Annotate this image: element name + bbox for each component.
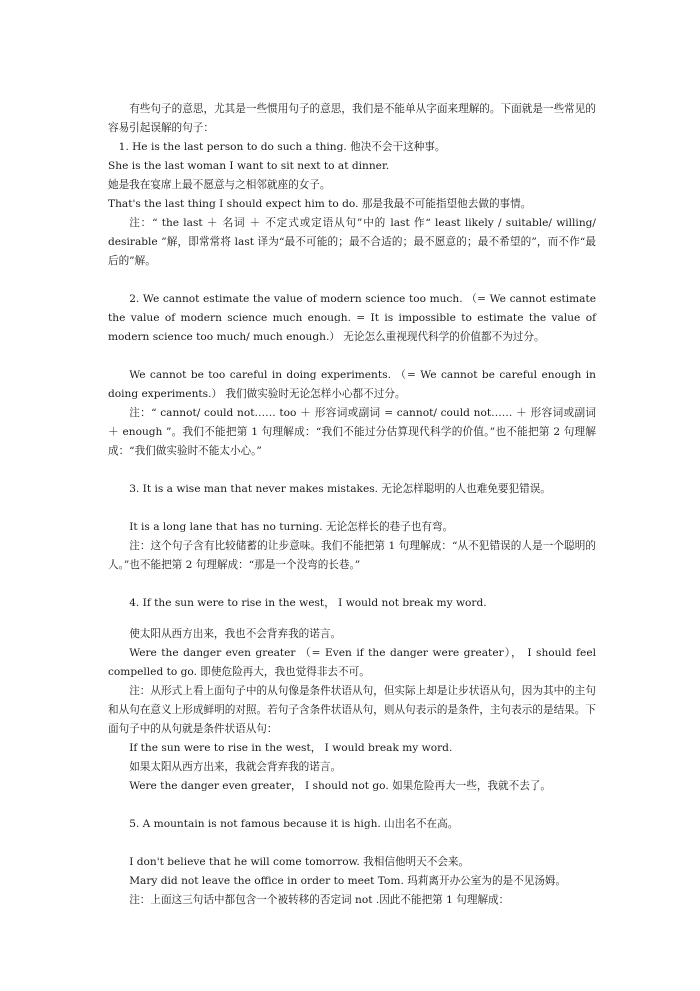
example-5c: Mary did not leave the office in order to meet Tom. 玛莉离开办公室为的是不见汤姆。 xyxy=(129,875,567,887)
note-5: 注：上面这三句话中都包含一个被转移的否定词 not .因此不能把第 1 句理解成： xyxy=(129,894,510,906)
example-2: 2. We cannot estimate the value of modern science too much. （= We cannot estimate the value of modern science much enough. = It is impossible to estimate the value of modern science too much/ much enough.） 无论怎么重视现代科学的价值都不为过分。 xyxy=(108,293,596,343)
example-3: 3. It is a wise man that never makes mistakes. 无论怎样聪明的人也难免要犯错误。 xyxy=(129,483,551,495)
note-4: 注：从形式上看上面句子中的从句像是条件状语从句，但实际上却是让步状语从句，因为其中的主句和从句在意义上形成鲜明的对照。若句子含条件状语从句，则从句表示的是条件，主句表示的是结果。下面句子中的从句就是条件状语从句： xyxy=(108,685,596,735)
note-1: 注：“ the last ＋ 名词 ＋ 不定式或定语从句”中的 last 作“ least likely / suitable/ willing/ desirable ”解，即常常将 last 译为“最不可能的；最不合适的；最不愿意的；最不希望的”，而不作“最后的”解。 xyxy=(108,217,596,267)
intro-paragraph: 有些句子的意思，尤其是一些惯用句子的意思，我们是不能单从字面来理解的。下面就是一些常见的容易引起误解的句子： xyxy=(108,103,596,134)
example-4c: Were the danger even greater （= Even if the danger were greater）， I should feel compelled to go. 即使危险再大，我也觉得非去不可。 xyxy=(108,647,596,678)
example-1c: 她是我在宴席上最不愿意与之相邻就座的女子。 xyxy=(108,179,331,191)
example-1: 1. He is the last person to do such a thing. 他决不会干这种事。 xyxy=(118,141,446,153)
note-3: 注：这个句子含有比较储蓄的让步意味。我们不能把第 1 句理解成：“从不犯错误的人是一个聪明的人。”也不能把第 2 句理解成：“那是一个没弯的长巷。” xyxy=(108,540,596,571)
example-1d: That's the last thing I should expect him to do. 那是我最不可能指望他去做的事情。 xyxy=(108,198,532,210)
example-2b: We cannot be too careful in doing experiments. （= We cannot be careful enough in doing experiments.） 我们做实验时无论怎样小心都不过分。 xyxy=(108,369,596,400)
example-4: 4. If the sun were to rise in the west， I would not break my word. xyxy=(129,597,487,609)
note-2: 注：“ cannot/ could not…… too ＋ 形容词或副词 = cannot/ could not…… ＋ 形容词或副词 ＋ enough ”。我们不能把第 1 句理解成：“我们不能过分估算现代科学的价值。”也不能把第 2 句理解成：“我们做实验时不能太小心。” xyxy=(108,407,596,457)
example-4d: If the sun were to rise in the west， I would break my word. xyxy=(129,742,453,754)
document-body xyxy=(108,100,596,910)
example-4b: 使太阳从西方出来，我也不会背弃我的诺言。 xyxy=(129,628,342,640)
example-5: 5. A mountain is not famous because it is high. 山出名不在高。 xyxy=(129,818,459,830)
example-3b: It is a long lane that has no turning. 无论怎样长的巷子也有弯。 xyxy=(129,521,454,533)
example-4f: Were the danger even greater， I should not go. 如果危险再大一些，我就不去了。 xyxy=(129,780,551,792)
example-1b: She is the last woman I want to sit next to at dinner. xyxy=(108,160,390,172)
example-5b: I don't believe that he will come tomorrow. 我相信他明天不会来。 xyxy=(129,856,470,868)
example-4e: 如果太阳从西方出来，我就会背弃我的诺言。 xyxy=(129,761,342,773)
